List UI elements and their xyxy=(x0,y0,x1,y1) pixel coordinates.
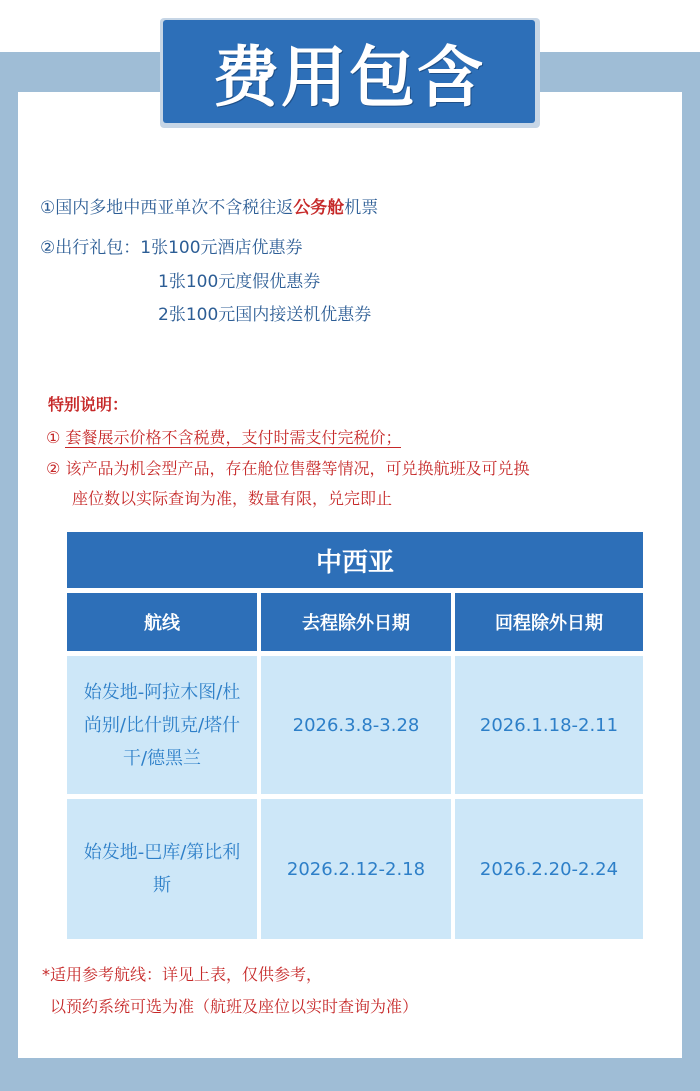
route-line: 干/德黑兰 xyxy=(122,747,202,769)
blackout-dates-table xyxy=(62,530,645,943)
table-cell-route xyxy=(67,799,257,939)
table-cell-outbound: 2026.2.12-2.18 xyxy=(261,799,451,939)
table-cell-outbound: 2026.3.8-3.28 xyxy=(261,656,451,794)
table-caption: 中西亚 xyxy=(67,532,643,588)
include-item-flight-suffix: 机票 xyxy=(344,198,379,218)
table-cell-return: 2026.1.18-2.11 xyxy=(455,656,643,794)
gift-item: 1张100元度假优惠券 xyxy=(158,272,321,292)
note-text: 套餐展示价格不含税费，支付时需支付完税价； xyxy=(65,428,402,447)
include-item-flight xyxy=(40,193,378,218)
include-item-flight-highlight: 公务舱 xyxy=(293,198,345,218)
table-header-outbound: 去程除外日期 xyxy=(261,593,451,651)
route-line: 始发地-巴库/第比利 xyxy=(83,842,241,863)
table-cell-route xyxy=(67,656,257,794)
special-note-1 xyxy=(46,421,401,455)
note-number: ① xyxy=(46,428,61,447)
footer-note-line2: 以预约系统可选为准（航班及座位以实时查询为准） xyxy=(50,997,419,1016)
note-number: ② xyxy=(46,459,61,478)
note-text-continued: 座位数以实际查询为准，数量有限，兑完即止 xyxy=(72,489,393,508)
footer-note-line1: *适用参考航线：详见上表，仅供参考， xyxy=(42,965,323,984)
page-title: 费用包含 xyxy=(163,20,535,123)
gift-item: 2张100元国内接送机优惠券 xyxy=(158,305,372,325)
table-header-route: 航线 xyxy=(67,593,257,651)
table-header-return: 回程除外日期 xyxy=(455,593,643,651)
special-notes-title: 特别说明： xyxy=(48,395,129,414)
special-note-2 xyxy=(46,452,658,486)
route-line: 斯 xyxy=(153,875,171,896)
gift-label: ②出行礼包： xyxy=(40,238,141,258)
route-line: 始发地-阿拉木图/杜 xyxy=(83,681,241,703)
include-item-gift xyxy=(40,233,303,258)
table-cell-return: 2026.2.20-2.24 xyxy=(455,799,643,939)
include-item-flight-prefix: ①国内多地中西亚单次不含税往返 xyxy=(40,198,294,218)
gift-item: 1张100元酒店优惠券 xyxy=(140,238,303,258)
route-line: 尚别/比什凯克/塔什 xyxy=(83,714,241,736)
note-text: 该产品为机会型产品，存在舱位售罄等情况，可兑换航班及可兑换 xyxy=(65,459,530,478)
